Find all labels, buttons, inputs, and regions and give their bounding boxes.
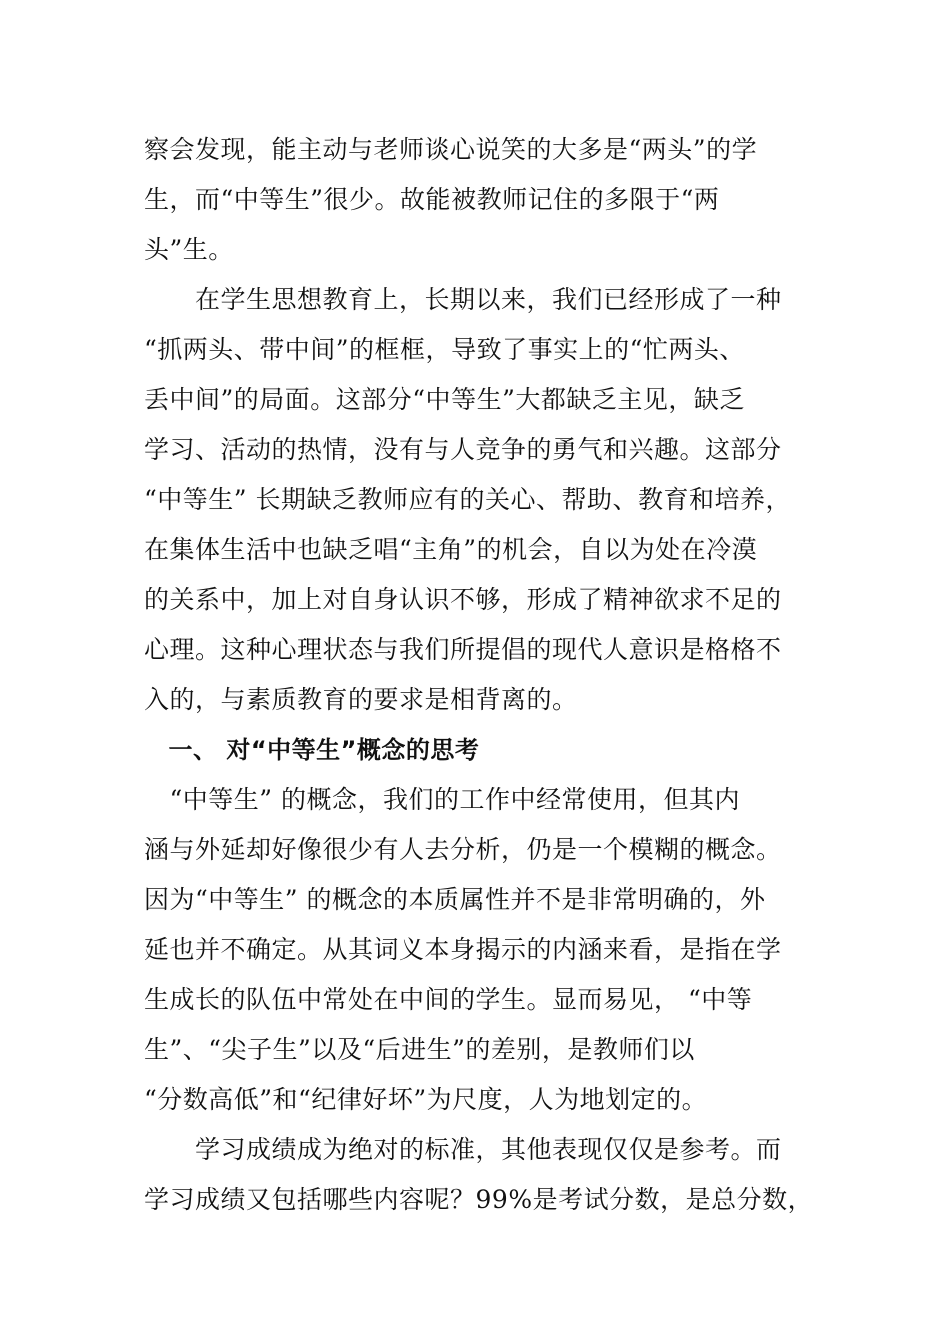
- text-line: 的关系中，加上对自身认识不够，形成了精神欲求不足的: [144, 585, 782, 614]
- text-line: “中等生” 的概念，我们的工作中经常使用，但其内: [144, 785, 741, 814]
- text-line: 学习成绩又包括哪些内容呢？99%是考试分数，是总分数，: [144, 1185, 814, 1214]
- text-line: 在学生思想教育上，长期以来，我们已经形成了一种: [144, 285, 782, 314]
- text-line: 学习成绩成为绝对的标准，其他表现仅仅是参考。而: [144, 1135, 782, 1164]
- text-line: “分数高低”和“纪律好坏”为尺度，人为地划定的。: [144, 1085, 708, 1114]
- text-line: 延也并不确定。从其词义本身揭示的内涵来看，是指在学: [144, 935, 782, 964]
- text-line: 察会发现，能主动与老师谈心说笑的大多是“两头”的学: [144, 135, 758, 164]
- text-line: 心理。这种心理状态与我们所提倡的现代人意识是格格不: [144, 635, 782, 664]
- text-line: 丢中间”的局面。这部分“中等生”大都缺乏主见，缺乏: [144, 385, 745, 414]
- text-line: 入的，与素质教育的要求是相背离的。: [144, 685, 578, 714]
- text-line: 因为“中等生” 的概念的本质属性并不是非常明确的，外: [144, 885, 766, 914]
- section-heading: 一、 对“中等生”概念的思考: [144, 736, 480, 764]
- text-line: 生”、“尖子生”以及“后进生”的差别，是教师们以: [144, 1035, 695, 1064]
- text-line: 生，而“中等生”很少。故能被教师记住的多限于“两: [144, 185, 720, 214]
- text-line: 生成长的队伍中常处在中间的学生。显而易见， “中等: [144, 985, 753, 1014]
- text-line: 学习、活动的热情，没有与人竞争的勇气和兴趣。这部分: [144, 435, 782, 464]
- text-line: 在集体生活中也缺乏唱“主角”的机会，自以为处在冷漠: [144, 535, 758, 564]
- text-line: “抓两头、带中间”的框框，导致了事实上的“忙两头、: [144, 335, 745, 364]
- text-line: 涵与外延却好像很少有人去分析，仍是一个模糊的概念。: [144, 835, 782, 864]
- text-line: “中等生” 长期缺乏教师应有的关心、帮助、教育和培养，: [144, 485, 792, 514]
- text-line: 头”生。: [144, 235, 234, 264]
